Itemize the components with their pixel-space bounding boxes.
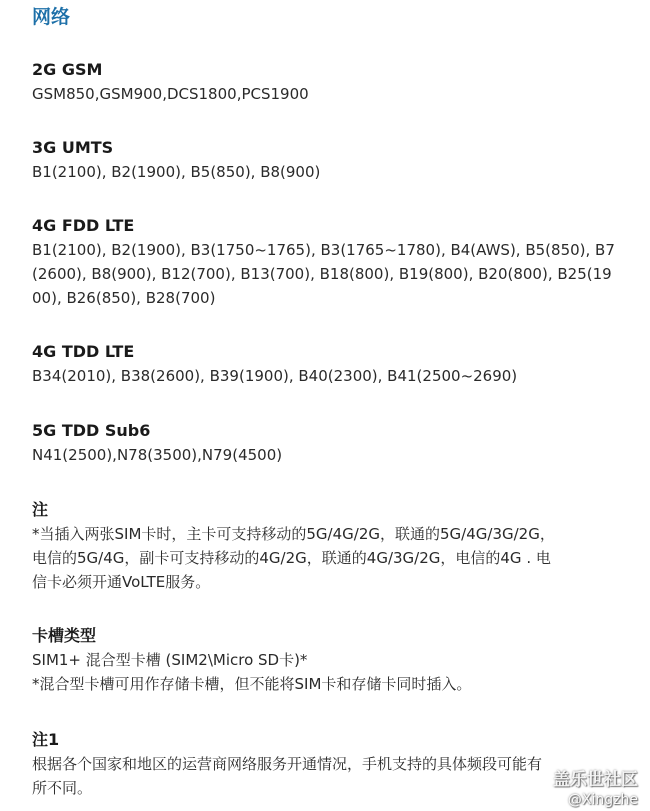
spec-4g-fdd-lte	[32, 214, 632, 310]
spec-heading: 卡槽类型	[32, 626, 97, 645]
spec-value: B1(2100), B2(1900), B3(1750~1765), B3(1765~1780), B4(AWS), B5(850), B7	[32, 241, 615, 259]
spec-heading: 3G UMTS	[32, 138, 114, 157]
spec-heading: 5G TDD Sub6	[32, 421, 151, 440]
spec-value: *混合型卡槽可用作存储卡槽，但不能将SIM卡和存储卡同时插入。	[32, 675, 472, 693]
spec-2g-gsm	[32, 58, 632, 106]
spec-value: 根据各个国家和地区的运营商网络服务开通情况，手机支持的具体频段可能有	[32, 755, 543, 773]
spec-3g-umts	[32, 136, 632, 184]
spec-value: B34(2010), B38(2600), B39(1900), B40(2300), B41(2500~2690)	[32, 367, 518, 385]
spec-value: B1(2100), B2(1900), B5(850), B8(900)	[32, 163, 321, 181]
spec-sim-slot-type	[32, 624, 632, 696]
spec-heading: 4G TDD LTE	[32, 342, 135, 361]
spec-heading: 2G GSM	[32, 60, 103, 79]
spec-heading: 4G FDD LTE	[32, 216, 135, 235]
spec-value: SIM1+ 混合型卡槽 (SIM2\Micro SD卡)*	[32, 651, 308, 669]
spec-value: 电信的5G/4G，副卡可支持移动的4G/2G，联通的4G/3G/2G，电信的4G . 电	[32, 549, 551, 567]
spec-value: (2600), B8(900), B12(700), B13(700), B18(800), B19(800), B20(800), B25(19	[32, 265, 612, 283]
page-title: 网络	[32, 6, 71, 28]
spec-value: 所不同。	[32, 779, 93, 797]
spec-value: 信卡必须开通VoLTE服务。	[32, 573, 211, 591]
spec-note	[32, 498, 632, 594]
watermark-user: @Xingzhe	[567, 792, 638, 808]
spec-value: *当插入两张SIM卡时，主卡可支持移动的5G/4G/2G，联通的5G/4G/3G/2G，	[32, 525, 555, 543]
spec-5g-tdd-sub6	[32, 419, 632, 467]
spec-value: N41(2500),N78(3500),N79(4500)	[32, 446, 283, 464]
spec-value: 00), B26(850), B28(700)	[32, 289, 216, 307]
spec-value: GSM850,GSM900,DCS1800,PCS1900	[32, 85, 309, 103]
spec-heading: 注1	[32, 730, 60, 749]
spec-4g-tdd-lte	[32, 340, 632, 388]
spec-note-1	[32, 728, 632, 800]
watermark-brand: 盖乐世社区	[553, 770, 638, 790]
spec-heading: 注	[32, 500, 49, 519]
